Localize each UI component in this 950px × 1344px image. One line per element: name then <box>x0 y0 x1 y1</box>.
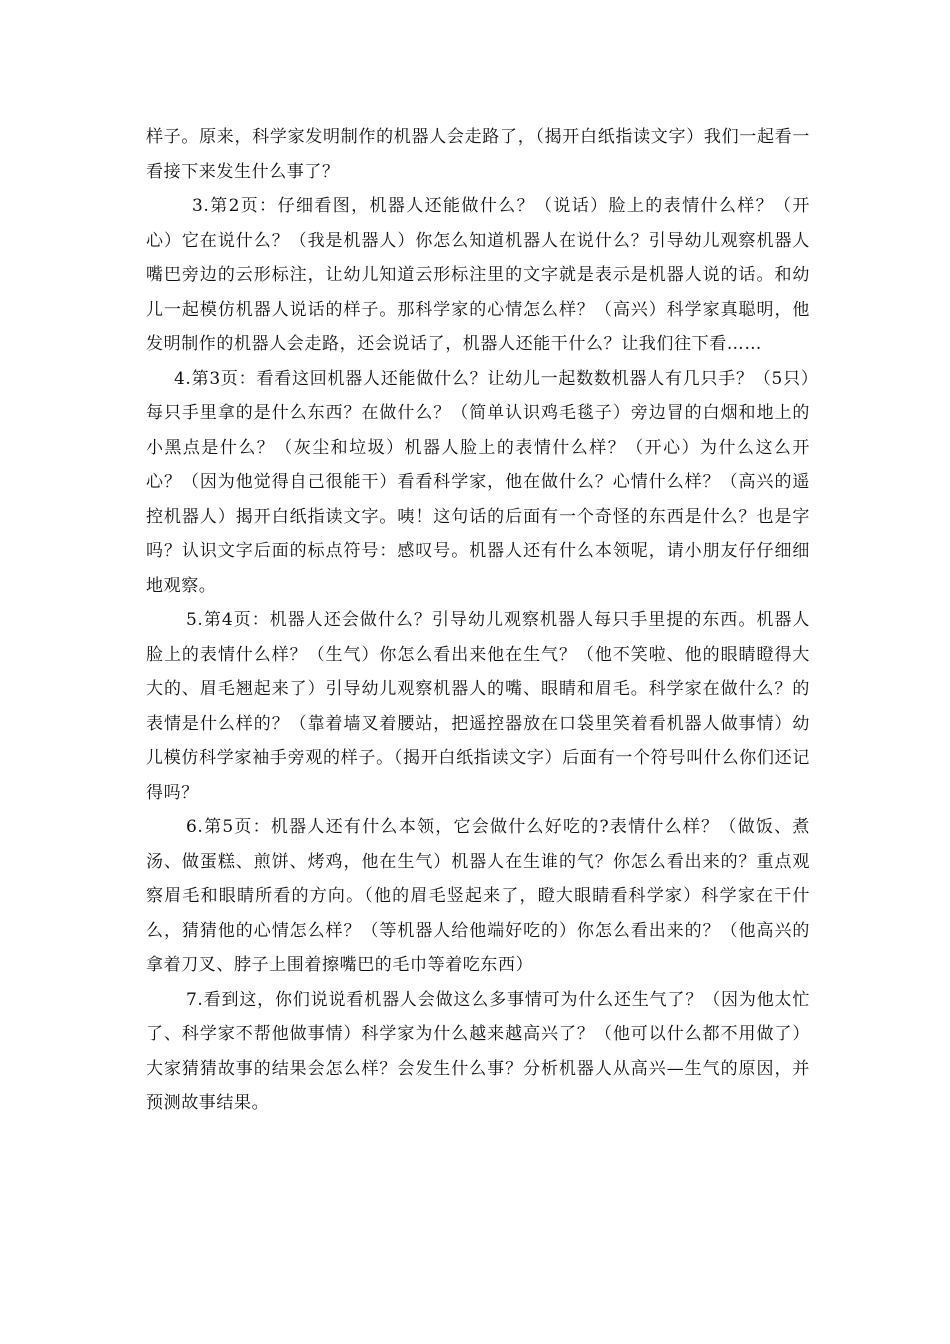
paragraph-step-6: 6.第5页：机器人还有什么本领，它会做什么好吃的?表情什么样？（做饭、煮汤、做蛋糕、煎饼、烤鸡，他在生气）机器人在生谁的气？你怎么看出来的？重点观察眉毛和眼睛所看的方向。（他的眉毛竖起来了，瞪大眼睛看科学家）科学家在干什么，猜猜他的心情怎么样？（等机器人给他端好吃的）你怎么看出来的？（他高兴的拿着刀叉、脖子上围着擦嘴巴的毛巾等着吃东西） <box>146 817 810 975</box>
document-body <box>146 120 810 1121</box>
paragraph-step-7: 7.看到这，你们说说看机器人会做这么多事情可为什么还生气了？（因为他太忙了、科学家不帮他做事情）科学家为什么越来越高兴了？（他可以什么都不用做了）大家猜猜故事的结果会怎么样？会发生什么事？分析机器人从高兴—生气的原因，并预测故事结果。 <box>146 989 810 1113</box>
paragraph-step-5: 5.第4页：机器人还会做什么？引导幼儿观察机器人每只手里提的东西。机器人脸上的表情什么样？（生气）你怎么看出来他在生气？（他不笑啦、他的眼睛瞪得大大的、眉毛翘起来了）引导幼儿观察机器人的嘴、眼睛和眉毛。科学家在做什么？的表情是什么样的？（靠着墙叉着腰站，把遥控器放在口袋里笑着看机器人做事情）幼儿模仿科学家袖手旁观的样子。（揭开白纸指读文字）后面有一个符号叫什么你们还记得吗？ <box>146 610 810 803</box>
paragraph-step-4: 4.第3页：看看这回机器人还能做什么？让幼儿一起数数机器人有几只手？（5只）每只手里拿的是什么东西？在做什么？（简单认识鸡毛毯子）旁边冒的白烟和地上的小黑点是什么？（灰尘和垃圾）机器人脸上的表情什么样？（开心）为什么这么开心？（因为他觉得自己很能干）看看科学家，他在做什么？心情什么样？（高兴的遥控机器人）揭开白纸指读文字。咦！这句话的后面有一个奇怪的东西是什么？也是字吗？认识文字后面的标点符号：感叹号。机器人还有什么本领呢，请小朋友仔仔细细地观察。 <box>146 368 810 596</box>
paragraph-continuation: 样子。原来，科学家发明制作的机器人会走路了，（揭开白纸指读文字）我们一起看一看接下来发生什么事了？ <box>146 127 810 182</box>
paragraph-step-3: 3.第2页：仔细看图，机器人还能做什么？（说话）脸上的表情什么样？（开心）它在说什么？（我是机器人）你怎么知道机器人在说什么？引导幼儿观察机器人嘴巴旁边的云形标注，让幼儿知道云形标注里的文字就是表示是机器人说的话。和幼儿一起模仿机器人说话的样子。那科学家的心情怎么样？（高兴）科学家真聪明，他发明制作的机器人会走路，还会说话了，机器人还能干什么？让我们往下看…… <box>146 196 810 354</box>
